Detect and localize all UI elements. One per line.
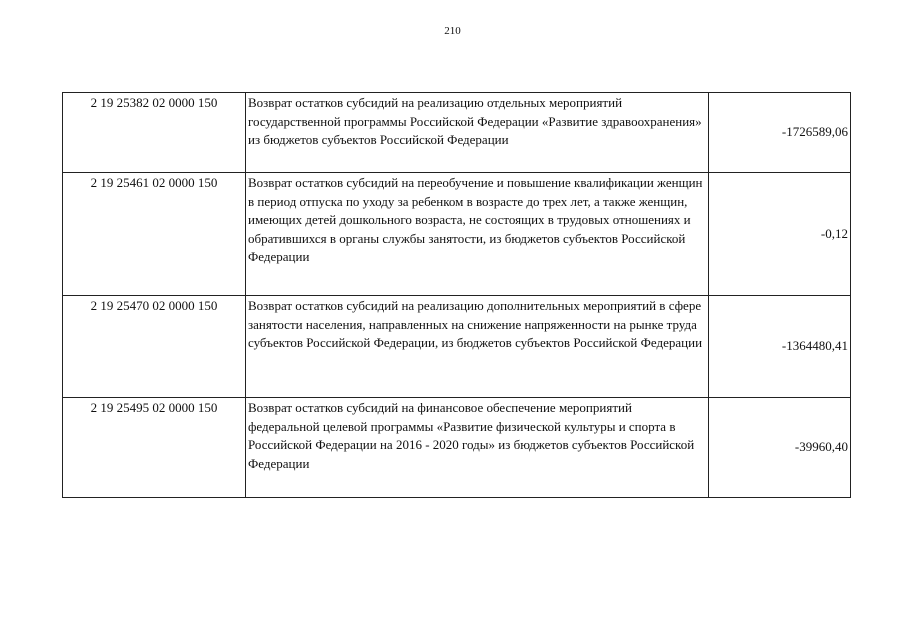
budget-code: 2 19 25382 02 0000 150	[63, 93, 246, 173]
budget-amount: -1364480,41	[709, 296, 851, 398]
budget-code: 2 19 25495 02 0000 150	[63, 398, 246, 498]
table-row	[63, 173, 851, 296]
budget-amount: -1726589,06	[709, 93, 851, 173]
budget-description: Возврат остатков субсидий на переобучение и повышение квалификации женщин в период отпуска по уходу за ребенком в возрасте до трех лет, а также женщин, имеющих детей дошкольного возраста, не состоящих в трудовых отношениях и обратившихся в органы службы занятости, из бюджетов субъектов Российской Федерации	[246, 173, 709, 296]
table-row	[63, 93, 851, 173]
budget-description: Возврат остатков субсидий на реализацию дополнительных мероприятий в сфере занятости населения, направленных на снижение напряженности на рынке труда субъектов Российской Федерации, из бюджетов субъектов Российской Федерации	[246, 296, 709, 398]
page-number: 210	[444, 25, 461, 37]
table-row	[63, 398, 851, 498]
budget-description: Возврат остатков субсидий на реализацию отдельных мероприятий государственной программы Российской Федерации «Развитие здравоохранения» из бюджетов субъектов Российской Федерации	[246, 93, 709, 173]
budget-table	[62, 92, 851, 498]
budget-description: Возврат остатков субсидий на финансовое обеспечение мероприятий федеральной целевой программы «Развитие физической культуры и спорта в Российской Федерации на 2016 - 2020 годы» из бюджетов субъектов Российской Федерации	[246, 398, 709, 498]
budget-code: 2 19 25470 02 0000 150	[63, 296, 246, 398]
budget-amount: -0,12	[709, 173, 851, 296]
table-row	[63, 296, 851, 398]
budget-amount: -39960,40	[709, 398, 851, 498]
budget-code: 2 19 25461 02 0000 150	[63, 173, 246, 296]
